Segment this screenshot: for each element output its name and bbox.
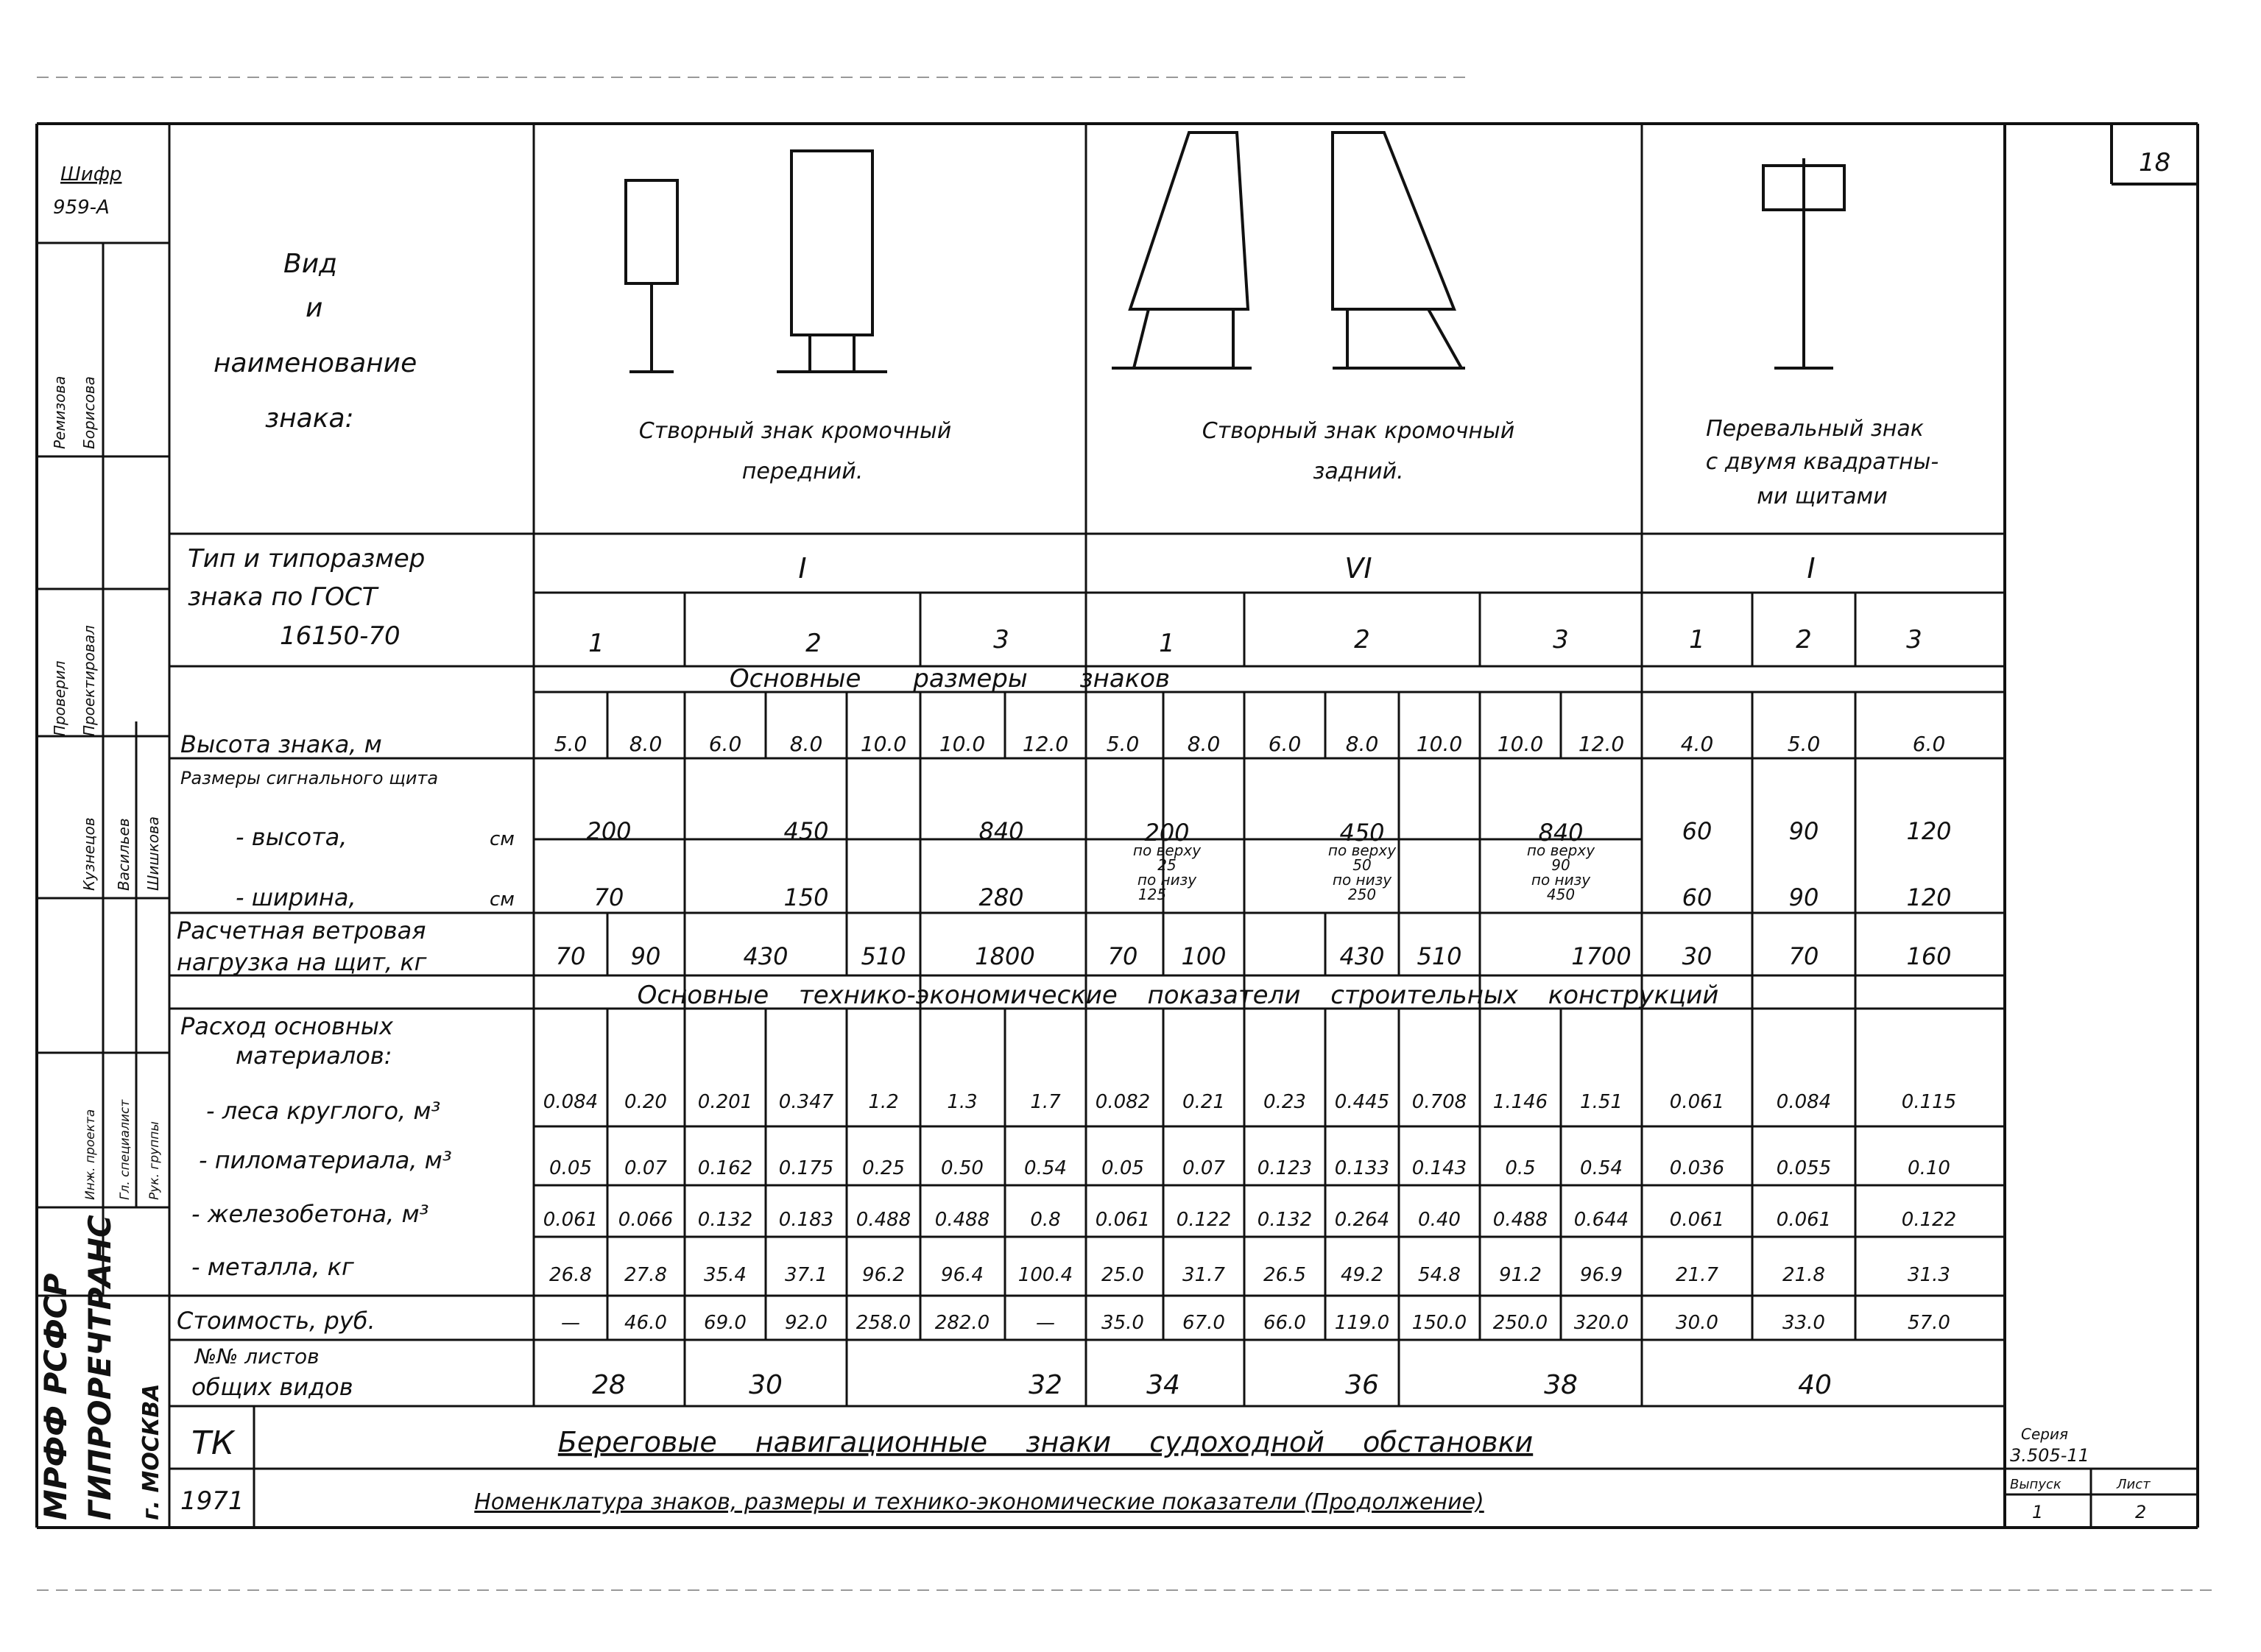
shield-height-value: 450 (783, 817, 829, 845)
sheet-number-value: 38 (1544, 1370, 1578, 1400)
signature-name: Кузнецов (80, 817, 98, 891)
signature-role: Проектировал (80, 625, 98, 736)
sheet-label: Лист (2117, 1477, 2151, 1492)
material-value: 96.4 (941, 1264, 984, 1286)
height-value: 8.0 (1345, 732, 1379, 756)
wind-value: 1800 (975, 942, 1035, 970)
tb-bottom-label: по низу (1531, 871, 1591, 889)
material-value: 0.488 (934, 1209, 990, 1231)
wind-value: 510 (1417, 942, 1462, 970)
sheet-number-value: 34 (1146, 1370, 1180, 1400)
type-roman-numerals (798, 552, 1815, 585)
height-value: 6.0 (1268, 732, 1302, 756)
signature-role: Инж. проекта (83, 1109, 98, 1200)
wind-value: 70 (1107, 942, 1138, 970)
material-value: 0.183 (778, 1209, 834, 1231)
stamp-line: ГИПРОРЕЧТРАНС (82, 1215, 118, 1520)
type-size: 2 (1354, 625, 1370, 654)
height-value: 5.0 (1106, 732, 1140, 756)
type-size: 3 (1906, 625, 1922, 654)
tb-bottom-value: 450 (1546, 886, 1576, 903)
wind-value: 70 (1788, 942, 1819, 970)
material-value: 26.8 (549, 1264, 592, 1286)
sheets-label-line: общих видов (191, 1373, 353, 1401)
height-value: 4.0 (1680, 732, 1714, 756)
type-row-label (188, 544, 425, 651)
tb-bottom-value: 250 (1347, 886, 1377, 903)
type-size: 1 (588, 629, 604, 658)
cost-value: — (561, 1312, 580, 1334)
material-value: 0.061 (1669, 1091, 1725, 1113)
shield-width-value: 60 (1682, 883, 1712, 911)
material-value: 0.115 (1901, 1091, 1957, 1113)
tb-top-value: 90 (1551, 856, 1570, 874)
caption-line: наименование (214, 348, 417, 378)
material-value: 0.082 (1095, 1091, 1151, 1113)
material-value: 0.50 (941, 1157, 984, 1179)
cost-value: 33.0 (1782, 1312, 1825, 1334)
wind-value: 160 (1906, 942, 1952, 970)
material-value: 0.084 (1776, 1091, 1832, 1113)
material-value: 49.2 (1341, 1264, 1383, 1286)
material-value: 0.122 (1176, 1209, 1232, 1231)
material-value: 27.8 (624, 1264, 667, 1286)
wind-value: 100 (1181, 942, 1227, 970)
shield-height-value: 60 (1682, 817, 1712, 845)
sign-name-rear-line: задний. (1313, 459, 1404, 484)
issue-label: Выпуск (2010, 1477, 2061, 1492)
materials-label-line: материалов: (236, 1042, 392, 1070)
wind-value: 430 (1339, 942, 1385, 970)
type-roman: I (798, 552, 807, 585)
row-labels (177, 730, 515, 1401)
caption-block (214, 249, 417, 434)
issue-value: 1 (2032, 1502, 2044, 1522)
material-value: 0.061 (1776, 1209, 1832, 1231)
shield-height-value: 840 (1538, 819, 1584, 847)
material-value: 0.061 (543, 1209, 599, 1231)
material-value: 0.20 (624, 1091, 667, 1113)
material-label: - леса круглого, м³ (206, 1097, 441, 1125)
shield-width-unit: см (490, 889, 515, 911)
sheet-number-value: 30 (749, 1370, 783, 1400)
material-value: 0.123 (1257, 1157, 1313, 1179)
type-roman: I (1807, 552, 1816, 585)
material-value: 0.07 (624, 1157, 667, 1179)
signature-role: Гл. специалист (118, 1099, 133, 1200)
tb-top-label: по верху (1132, 841, 1202, 859)
caption-line: и (306, 293, 323, 323)
material-value: 26.5 (1263, 1264, 1306, 1286)
signature-labels (51, 376, 162, 1200)
material-value: 0.488 (856, 1209, 911, 1231)
cost-value: 320.0 (1573, 1312, 1629, 1334)
cost-value: — (1036, 1312, 1055, 1334)
sign-name-front-line: передний. (741, 459, 864, 484)
shield-height-label: - высота, (236, 823, 348, 851)
material-value: 0.264 (1334, 1209, 1390, 1231)
material-value: 0.40 (1418, 1209, 1461, 1231)
material-value: 0.175 (778, 1157, 834, 1179)
height-value: 8.0 (1187, 732, 1221, 756)
materials-label-line: Расход основных (180, 1012, 393, 1040)
wind-label-line: Расчетная ветровая (177, 917, 426, 945)
stamp-line: МРФФ РСФСР (38, 1273, 74, 1520)
type-sizes (588, 625, 1922, 658)
tb-bottom-label: по низу (1332, 871, 1392, 889)
sign-drawing-pass (1763, 158, 1844, 368)
height-value: 10.0 (1416, 732, 1463, 756)
cost-value: 67.0 (1182, 1312, 1225, 1334)
shield-label: Размеры сигнального щита (180, 768, 439, 788)
material-value: 96.9 (1580, 1264, 1623, 1286)
material-value: 0.347 (778, 1091, 834, 1113)
material-value: 0.445 (1334, 1091, 1390, 1113)
height-value: 5.0 (554, 732, 588, 756)
height-value: 10.0 (939, 732, 986, 756)
type-label-line: знака по ГОСТ (188, 582, 378, 612)
sheet-value: 2 (2135, 1502, 2147, 1522)
height-value: 12.0 (1022, 732, 1069, 756)
wind-value: 90 (630, 942, 661, 970)
material-value: 0.061 (1669, 1209, 1725, 1231)
material-value: 1.51 (1580, 1091, 1623, 1113)
material-label: - металла, кг (191, 1253, 354, 1281)
type-size: 2 (1796, 625, 1812, 654)
material-value: 0.54 (1024, 1157, 1067, 1179)
material-value: 25.0 (1101, 1264, 1144, 1286)
height-value: 10.0 (1497, 732, 1544, 756)
cost-value: 92.0 (785, 1312, 828, 1334)
sheet-number-value: 28 (592, 1370, 626, 1400)
material-value: 37.1 (785, 1264, 828, 1286)
shield-width-value: 150 (783, 883, 829, 911)
type-size: 1 (1689, 625, 1705, 654)
title-sub: Номенклатура знаков, размеры и технико-экономические показатели (Продолжение) (474, 1489, 1484, 1515)
height-value: 12.0 (1578, 732, 1625, 756)
material-value: 0.201 (697, 1091, 753, 1113)
table-values (543, 732, 1956, 1400)
material-value: 35.4 (704, 1264, 747, 1286)
shield-height-value: 450 (1339, 819, 1385, 847)
height-value: 6.0 (1912, 732, 1946, 756)
cost-value: 150.0 (1411, 1312, 1467, 1334)
cipher-value: 959-А (53, 197, 110, 219)
title-org: ТК (191, 1425, 235, 1462)
cost-value: 66.0 (1263, 1312, 1306, 1334)
tb-top-label: по верху (1327, 841, 1397, 859)
material-value: 31.3 (1908, 1264, 1950, 1286)
section-title-tech-econ: Основные технико-экономические показатели строительных конструкций (637, 981, 1719, 1010)
material-value: 0.644 (1573, 1209, 1629, 1231)
material-value: 0.055 (1776, 1157, 1832, 1179)
material-value: 0.05 (549, 1157, 592, 1179)
title-main: Береговые навигационные знаки судоходной обстановки (557, 1426, 1534, 1458)
cost-value: 282.0 (934, 1312, 990, 1334)
material-value: 0.132 (697, 1209, 753, 1231)
sign-name-pass-line: Перевальный знак (1706, 416, 1924, 442)
table-grid (169, 124, 2005, 1406)
cost-label: Стоимость, руб. (177, 1307, 375, 1335)
signature-name: Ремизова (51, 375, 68, 449)
material-value: 0.54 (1580, 1157, 1623, 1179)
tb-top-value: 25 (1157, 856, 1177, 874)
material-value: 0.8 (1030, 1209, 1061, 1231)
sheet-number-value: 40 (1798, 1370, 1832, 1400)
material-value: 0.05 (1101, 1157, 1144, 1179)
material-value: 0.036 (1669, 1157, 1725, 1179)
material-value: 31.7 (1182, 1264, 1225, 1286)
sign-drawing-rear (1112, 133, 1465, 368)
shield-top-bottom-notes (1133, 841, 1595, 903)
material-value: 100.4 (1017, 1264, 1073, 1286)
wind-value: 1700 (1571, 942, 1632, 970)
shield-height-value: 120 (1906, 817, 1952, 845)
material-value: 0.143 (1411, 1157, 1467, 1179)
material-value: 0.708 (1411, 1091, 1467, 1113)
tb-top-value: 50 (1352, 856, 1372, 874)
sheet-number-value: 36 (1345, 1370, 1379, 1400)
title-year: 1971 (180, 1486, 244, 1516)
material-value: 0.162 (697, 1157, 753, 1179)
shield-height-value: 840 (978, 817, 1024, 845)
material-value: 0.132 (1257, 1209, 1313, 1231)
material-value: 0.122 (1901, 1209, 1957, 1231)
organization-stamp (38, 1215, 164, 1520)
type-size: 3 (1553, 625, 1569, 654)
shield-width-value: 70 (593, 883, 624, 911)
sheets-label-line: №№ листов (195, 1344, 320, 1369)
series-value: 3.505-11 (2010, 1445, 2089, 1466)
page-number: 18 (2139, 148, 2171, 177)
sign-name-front-line: Створный знак кромочный (638, 418, 952, 444)
signature-name: Шишкова (144, 816, 162, 891)
tb-bottom-label: по низу (1137, 871, 1197, 889)
height-value: 8.0 (789, 732, 823, 756)
cost-value: 250.0 (1492, 1312, 1548, 1334)
sign-names (639, 416, 1939, 509)
type-label-line: 16150-70 (280, 621, 401, 651)
shield-width-value: 280 (978, 883, 1024, 911)
height-value: 8.0 (629, 732, 663, 756)
shield-height-value: 90 (1788, 817, 1819, 845)
material-value: 91.2 (1499, 1264, 1542, 1286)
type-label-line: Тип и типоразмер (188, 544, 426, 573)
shield-width-label: - ширина, (236, 883, 356, 911)
type-size: 1 (1159, 629, 1175, 658)
caption-line: знака: (265, 403, 354, 434)
section-title-main-dims: Основные размеры знаков (729, 664, 1171, 693)
material-value: 0.23 (1263, 1091, 1306, 1113)
cipher-label: Шифр (60, 163, 122, 186)
caption-line: Вид (283, 249, 337, 279)
tb-top-label: по верху (1526, 841, 1595, 859)
sign-name-pass-line: с двумя квадратны- (1705, 449, 1939, 475)
cost-value: 30.0 (1676, 1312, 1718, 1334)
height-value: 6.0 (708, 732, 742, 756)
material-value: 0.133 (1334, 1157, 1390, 1179)
wind-value: 510 (861, 942, 906, 970)
sheet-number-value: 32 (1029, 1370, 1062, 1400)
cost-value: 258.0 (856, 1312, 911, 1334)
cost-value: 119.0 (1334, 1312, 1390, 1334)
signature-name: Борисова (80, 376, 98, 449)
material-value: 0.066 (618, 1209, 674, 1231)
sign-name-rear-line: Створный знак кромочный (1202, 418, 1515, 444)
shield-width-value: 90 (1788, 883, 1819, 911)
tb-bottom-value: 125 (1137, 886, 1167, 903)
shield-height-value: 200 (586, 817, 632, 845)
sign-name-pass-line: ми щитами (1757, 484, 1888, 509)
material-value: 0.061 (1095, 1209, 1151, 1231)
material-value: 0.10 (1908, 1157, 1950, 1179)
material-value: 21.7 (1676, 1264, 1718, 1286)
material-value: 1.7 (1030, 1091, 1061, 1113)
material-value: 0.488 (1492, 1209, 1548, 1231)
type-roman: VI (1344, 552, 1372, 585)
cost-value: 35.0 (1101, 1312, 1144, 1334)
signature-role: Проверил (51, 660, 68, 736)
cost-value: 69.0 (704, 1312, 747, 1334)
material-value: 0.25 (862, 1157, 905, 1179)
material-value: 0.07 (1182, 1157, 1225, 1179)
wind-label-line: нагрузка на щит, кг (177, 948, 427, 976)
height-value: 10.0 (860, 732, 907, 756)
material-value: 0.084 (543, 1091, 599, 1113)
material-value: 96.2 (862, 1264, 905, 1286)
stamp-line: г. МОСКВА (138, 1383, 164, 1520)
type-size: 2 (805, 629, 822, 658)
cost-value: 57.0 (1908, 1312, 1950, 1334)
shield-height-unit: см (490, 828, 515, 850)
wind-value: 430 (743, 942, 789, 970)
series-label: Серия (2021, 1425, 2068, 1443)
cost-value: 46.0 (624, 1312, 667, 1334)
wind-value: 70 (555, 942, 586, 970)
sign-drawing-front (626, 151, 887, 372)
material-value: 1.146 (1492, 1091, 1548, 1113)
material-value: 1.3 (947, 1091, 978, 1113)
wind-value: 30 (1682, 942, 1712, 970)
shield-height-value: 200 (1144, 819, 1190, 847)
material-value: 21.8 (1782, 1264, 1825, 1286)
height-value: 5.0 (1787, 732, 1821, 756)
material-value: 0.5 (1505, 1157, 1536, 1179)
material-value: 1.2 (868, 1091, 899, 1113)
material-value: 54.8 (1418, 1264, 1461, 1286)
height-label: Высота знака, м (180, 730, 382, 758)
shield-width-value: 120 (1906, 883, 1952, 911)
type-size: 3 (993, 625, 1009, 654)
material-value: 0.21 (1182, 1091, 1225, 1113)
signature-name: Васильев (115, 818, 133, 891)
material-label: - пиломатериала, м³ (199, 1146, 452, 1174)
signature-role: Рук. группы (147, 1121, 162, 1200)
material-label: - железобетона, м³ (191, 1200, 429, 1228)
